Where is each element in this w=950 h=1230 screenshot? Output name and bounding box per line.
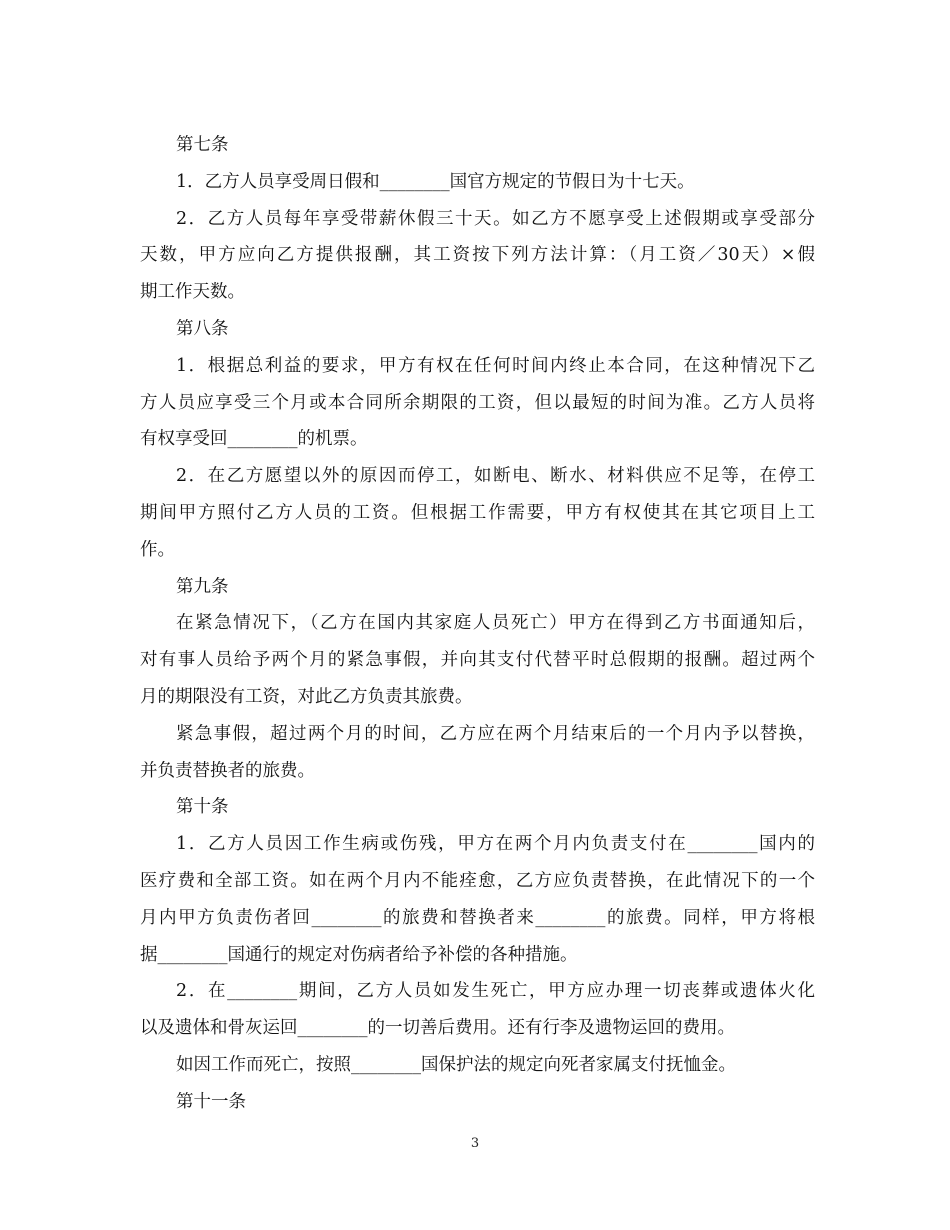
article-10-para-3: 如因工作而死亡，按照________国保护法的规定向死者家属支付抚恤金。 bbox=[176, 1054, 736, 1075]
article-9-para-1-line-1: 在紧急情况下，（乙方在国内其家庭人员死亡）甲方在得到乙方书面通知后， bbox=[176, 613, 815, 634]
article-7-clause-2-line-1: 2．乙方人员每年享受带薪休假三十天。如乙方不愿享受上述假期或享受部分 bbox=[176, 208, 815, 229]
article-8-clause-1-line-2: 方人员应享受三个月或本合同所余期限的工资，但以最短的时间为准。乙方人员将 bbox=[140, 392, 815, 413]
article-10-clause-1-line-2: 医疗费和全部工资。如在两个月内不能痊愈，乙方应负责替换，在此情况下的一个 bbox=[140, 870, 815, 891]
article-7-clause-2-line-3: 期工作天数。 bbox=[140, 282, 245, 303]
article-10-clause-2-line-1: 2．在________期间，乙方人员如发生死亡，甲方应办理一切丧葬或遗体火化 bbox=[176, 981, 815, 1002]
document-body bbox=[140, 127, 815, 1121]
article-10-clause-2-line-2: 以及遗体和骨灰运回________的一切善后费用。还有行李及遗物运回的费用。 bbox=[140, 1018, 735, 1039]
article-8-heading: 第八条 bbox=[176, 318, 229, 339]
article-8-clause-2-line-2: 期间甲方照付乙方人员的工资。但根据工作需要，甲方有权使其在其它项目上工 bbox=[140, 502, 815, 523]
article-9-para-2-line-2: 并负责替换者的旅费。 bbox=[140, 760, 315, 781]
article-7-clause-2-line-2: 天数，甲方应向乙方提供报酬，其工资按下列方法计算：（月工资／30天）×假 bbox=[140, 245, 815, 266]
article-11-heading: 第十一条 bbox=[176, 1091, 246, 1112]
article-7-heading: 第七条 bbox=[176, 135, 229, 155]
article-9-para-1-line-2: 对有事人员给予两个月的紧急事假，并向其支付代替平时总假期的报酬。超过两个 bbox=[140, 650, 815, 671]
article-8-clause-2-line-1: 2．在乙方愿望以外的原因而停工，如断电、断水、材料供应不足等，在停工 bbox=[176, 466, 815, 487]
article-8-clause-1-line-3: 有权享受回________的机票。 bbox=[140, 429, 368, 450]
article-7-clause-1: 1．乙方人员享受周日假和________国官方规定的节假日为十七天。 bbox=[176, 171, 695, 192]
page-number: 3 bbox=[470, 1136, 480, 1151]
article-10-heading: 第十条 bbox=[176, 797, 229, 818]
article-8-clause-2-line-3: 作。 bbox=[140, 539, 175, 560]
article-10-clause-1-line-4: 据________国通行的规定对伤病者给予补偿的各种措施。 bbox=[140, 944, 578, 965]
article-10-clause-1-line-3: 月内甲方负责伤者回________的旅费和替换者来________的旅费。同样，甲方将根 bbox=[140, 907, 815, 928]
article-8-clause-1-line-1: 1．根据总利益的要求，甲方有权在任何时间内终止本合同，在这种情况下乙 bbox=[176, 355, 815, 376]
article-10-clause-1-line-1: 1．乙方人员因工作生病或伤残，甲方在两个月内负责支付在________国内的 bbox=[176, 834, 815, 855]
article-9-para-1-line-3: 月的期限没有工资，对此乙方负责其旅费。 bbox=[140, 686, 473, 707]
article-9-para-2-line-1: 紧急事假，超过两个月的时间，乙方应在两个月结束后的一个月内予以替换， bbox=[176, 723, 815, 744]
article-9-heading: 第九条 bbox=[176, 576, 229, 597]
